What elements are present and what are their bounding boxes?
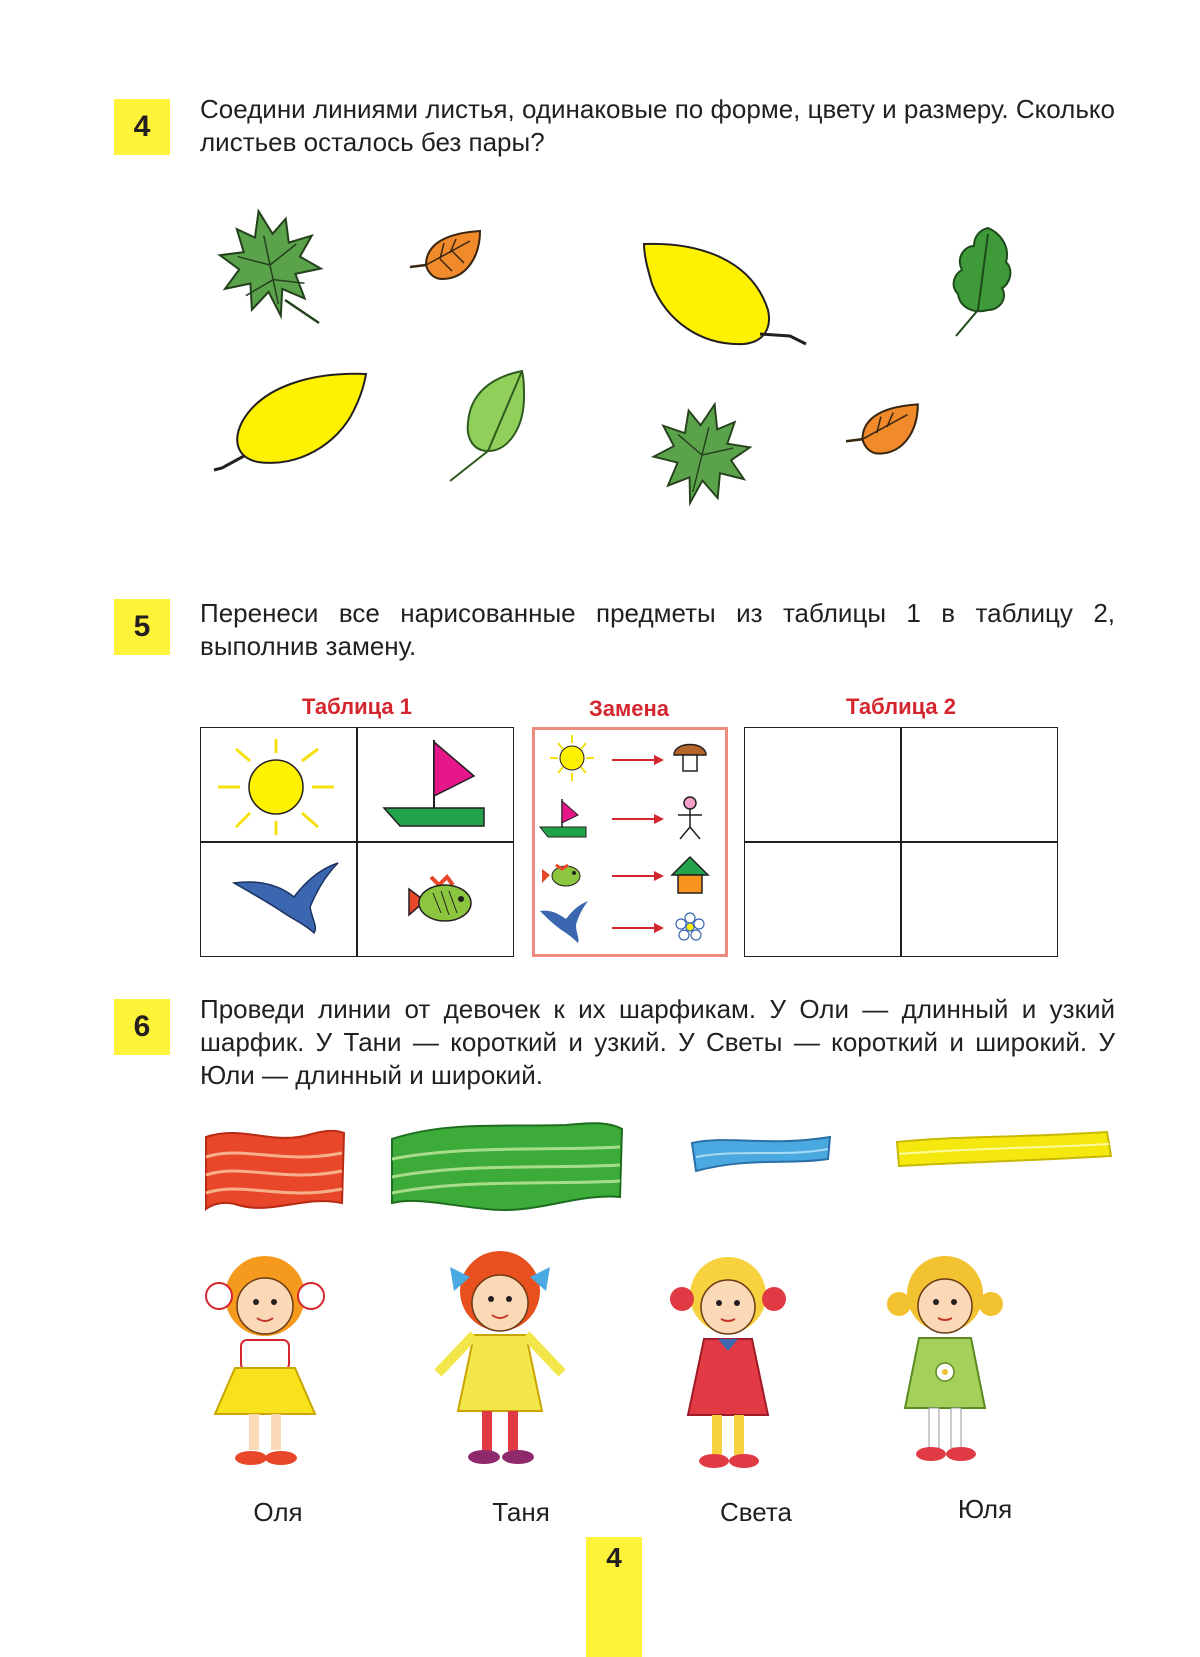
flower-icon xyxy=(676,913,704,940)
task-text: Перенеси все нарисованные предметы из таблицы 1 в таблицу 2, выполнив замену. xyxy=(200,598,1115,661)
task-number: 5 xyxy=(133,610,151,643)
arrow-icon xyxy=(612,871,664,881)
fish-icon xyxy=(405,873,475,931)
sailboat-icon xyxy=(382,738,486,828)
task-number-badge xyxy=(114,999,170,1055)
light-green-leaf-icon xyxy=(448,367,528,483)
short-narrow-scarf-icon xyxy=(688,1131,834,1175)
green-oak-leaf-icon xyxy=(948,224,1018,342)
large-yellow-leaf-icon xyxy=(640,240,810,360)
sun-icon xyxy=(550,735,594,781)
short-wide-scarf-icon xyxy=(202,1123,348,1217)
girl-name-tanya: Таня xyxy=(492,1497,550,1527)
girl-olya-icon xyxy=(205,1248,325,1473)
small-orange-leaf-icon xyxy=(844,402,926,460)
table2-caption: Таблица 2 xyxy=(845,694,957,719)
task-text: Проведи линии от девочек к их шарфикам. У Оли — длинный и узкий шарфик. У Тани — короткий и узкий. У Светы — короткий и широкий. У Юли — длинный и широкий. xyxy=(200,994,1115,1090)
green-maple-leaf-icon xyxy=(648,398,756,512)
girl-name-sveta: Света xyxy=(720,1497,792,1527)
stick-figure-icon xyxy=(678,797,702,839)
arrow-icon xyxy=(612,923,664,933)
green-maple-leaf-icon xyxy=(215,205,325,325)
house-icon xyxy=(672,857,708,893)
task-number: 4 xyxy=(133,110,151,143)
task-number-badge xyxy=(114,599,170,655)
arrow-icon xyxy=(612,814,664,824)
table2-grid xyxy=(744,727,1058,957)
swallow-icon xyxy=(232,861,340,935)
page-number: 4 xyxy=(606,1542,622,1573)
task-text: Соедини линиями листья, одинаковые по форме, цвету и размеру. Сколько листьев осталось без пары? xyxy=(200,94,1115,157)
large-yellow-leaf-icon xyxy=(212,372,372,478)
sun-icon xyxy=(214,737,338,837)
small-orange-leaf-icon xyxy=(408,229,488,285)
mushroom-icon xyxy=(674,745,706,772)
table1-caption: Таблица 1 xyxy=(301,694,413,719)
long-narrow-scarf-icon xyxy=(893,1128,1115,1172)
replace-caption: Замена xyxy=(588,696,670,721)
girl-name-yulya: Юля xyxy=(957,1494,1013,1524)
swallow-icon xyxy=(540,901,588,943)
arrow-icon xyxy=(612,755,664,765)
girl-tanya-icon xyxy=(430,1243,570,1478)
long-wide-scarf-icon xyxy=(386,1117,626,1217)
task-number: 6 xyxy=(133,1010,151,1043)
task-number-badge xyxy=(114,99,170,155)
fish-icon xyxy=(542,865,580,886)
replacement-rows xyxy=(536,731,724,953)
sailboat-icon xyxy=(540,799,586,837)
girl-sveta-icon xyxy=(668,1247,788,1477)
girl-yulya-icon xyxy=(885,1248,1005,1473)
girl-name-olya: Оля xyxy=(253,1497,303,1527)
